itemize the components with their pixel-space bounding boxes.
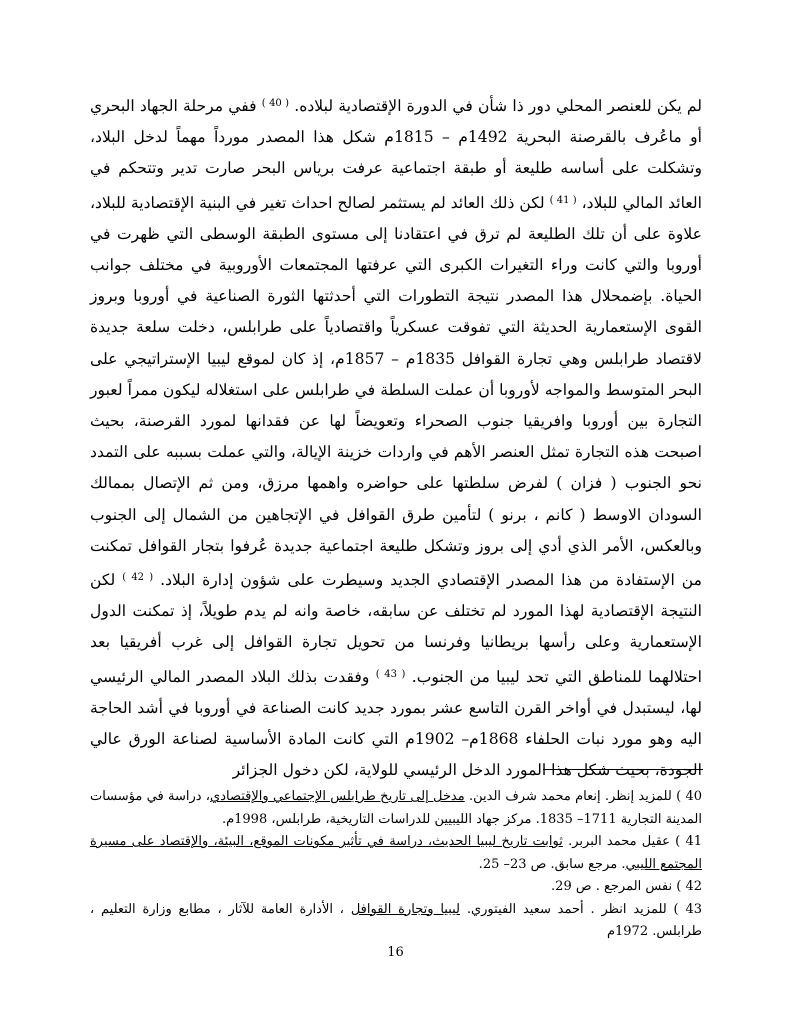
page-number: 16 — [387, 945, 404, 960]
footnote-text: للمزيد انظر . أحمد سعيد الفيتوري. — [466, 901, 667, 917]
footnote-title: ليبيا وتجارة القوافل — [350, 901, 461, 917]
footnote-ref-42: ( 42 ) — [122, 572, 154, 584]
footnote-text: للمزيد إنظر. إنعام محمد شرف الدين. — [469, 789, 672, 804]
body-sentence: لكن النتيجة الإقتصادية لهذا المورد لم تختلف عن سابقه، خاصة وانه لم يدم طويلاً، إذ تمكنت الدول الإستعمارية وعلى رأسها بريطانيا وفرنسا من تحويل تجارة القوافل إلى غرب أفريقيا بعد احتلالهما للمناطق التي تحد ليبيا من الجنوب. — [90, 571, 702, 686]
footnote-number: 42 ) — [676, 879, 702, 894]
footnote-number: 43 ) — [673, 901, 702, 917]
body-sentence: ففي مرحلة الجهاد البحري أو ماعُرف بالقرصنة البحرية 1492م – 1815م شكل هذا المصدر مورداً مهماً لدخل البلاد، وتشكلت على أساسه طليعة أو طبقة اجتماعية عرفت برياس البحر صارت تدير وتتحكم في العائد المالي للبلاد، — [90, 97, 703, 212]
footnote-title: مدخل إلى تاريخ طرابلس الإجتماعي والإقتصادي — [210, 789, 465, 804]
footnote-number: 41 ) — [675, 834, 702, 849]
footnote-separator — [543, 769, 703, 770]
footnote-text: ، الأدارة العامة للآثار ، مطابع وزارة التعليم ، طرابلس. 1972م — [90, 901, 702, 939]
footnote-42 — [90, 876, 702, 899]
footnote-40 — [90, 786, 702, 831]
body-sentence: لم يكن للعنصر المحلي دور ذا شأن في الدورة الإقتصادية لبلاده. — [294, 97, 702, 115]
footnote-text: عقيل محمد البربر. — [568, 834, 670, 849]
body-sentence: لكن ذلك العائد لم يستثمر لصالح احداث تغير في البنية الإقتصادية للبلاد، علاوة على أن تلك الطليعة لم ترق في اعتقادنا إلى مستوى الطبقة الوسطى التي ظهرت في أوروبا والتي كانت وراء التغيرات الكبرى التي عرفتها المجتمعات الأوروبية في مختلف جوانب الحياة. بإضمحلال هذا المصدر نتيجة التطورات التي أحدثتها الثورة الصناعية في أوروبا وبروز القوى الإستعمارية الحديثة التي تفوقت عسكرياً واقتصادياً على طرابلس، دخلت سلعة جديدة لاقتصاد طرابلس وهي تجارة القوافل 1835م – 1857م، إذ كان لموقع ليبيا الإستراتيجي على البحر المتوسط والمواجه لأوروبا أن عملت السلطة في طرابلس على استغلاله ليكون ممراً لعبور التجارة بين أوروبا وافريقيا جنوب الصحراء وتعويضاً لها عن فقدانها لمورد القرصنة، بحيث اصبحت هذه التجارة تمثل العنصر الأهم في واردات خزينة الإيالة، والتي عملت بسببه على التمدد نحو الجنوب ( فزان ) لفرض سلطتها على حواضره واهمها مرزق، ومن ثم الإتصال بممالك السودان الاوسط ( كانم ، برنو ) لتأمين طرق القوافل في الإتجاهين من الشمال إلى الجنوب وبالعكس، الأمر الذي أدي إلى بروز وتشكل طليعة اجتماعية جديدة عُرفوا بتجار القوافل تمكنت من الإستفادة من هذا المصدر الإقتصادي الجديد وسيطرت على شؤون إدارة البلاد. — [90, 193, 702, 590]
footnote-ref-43: ( 43 ) — [375, 668, 406, 680]
footnote-text: نفس المرجع . ص 29. — [551, 879, 673, 894]
footnote-text: ، دراسة في مؤسسات المدينة التجارية 1711– 1835. مركز جهاد الليبيين للدراسات التاريخية، طرابلس، 1998م. — [90, 789, 702, 827]
footnote-number: 40 ) — [676, 789, 703, 804]
footnote-title: ثوابت تاريخ ليبيا الحديث، دراسة في تأثير مكونات الموقع، البيئة، والإقتصاد على مسيرة المجتمع الليبي — [90, 834, 702, 872]
footnote-41 — [90, 831, 702, 876]
footnote-ref-41: ( 41 ) — [549, 194, 577, 206]
footnotes-section — [90, 786, 702, 944]
main-body-text — [90, 88, 702, 786]
footnote-43 — [90, 899, 702, 944]
body-sentence: وفقدت بذلك البلاد المصدر المالي الرئيسي لها، ليستبدل في أواخر القرن التاسع عشر بمورد جديد كانت الصناعة في أوروبا في أشد الحاجة اليه وهو مورد نبات الحلفاء 1868م– 1902م التي كانت المادة الأساسية لصناعة الورق عالي الجودة، بحيث شكل هذا المورد الدخل الرئيسي للولاية، لكن دخول الجزائر — [90, 667, 702, 780]
footnote-text: . مرجع سابق. ص 23– 25. — [478, 856, 626, 872]
footnote-ref-40: ( 40 ) — [261, 98, 290, 109]
